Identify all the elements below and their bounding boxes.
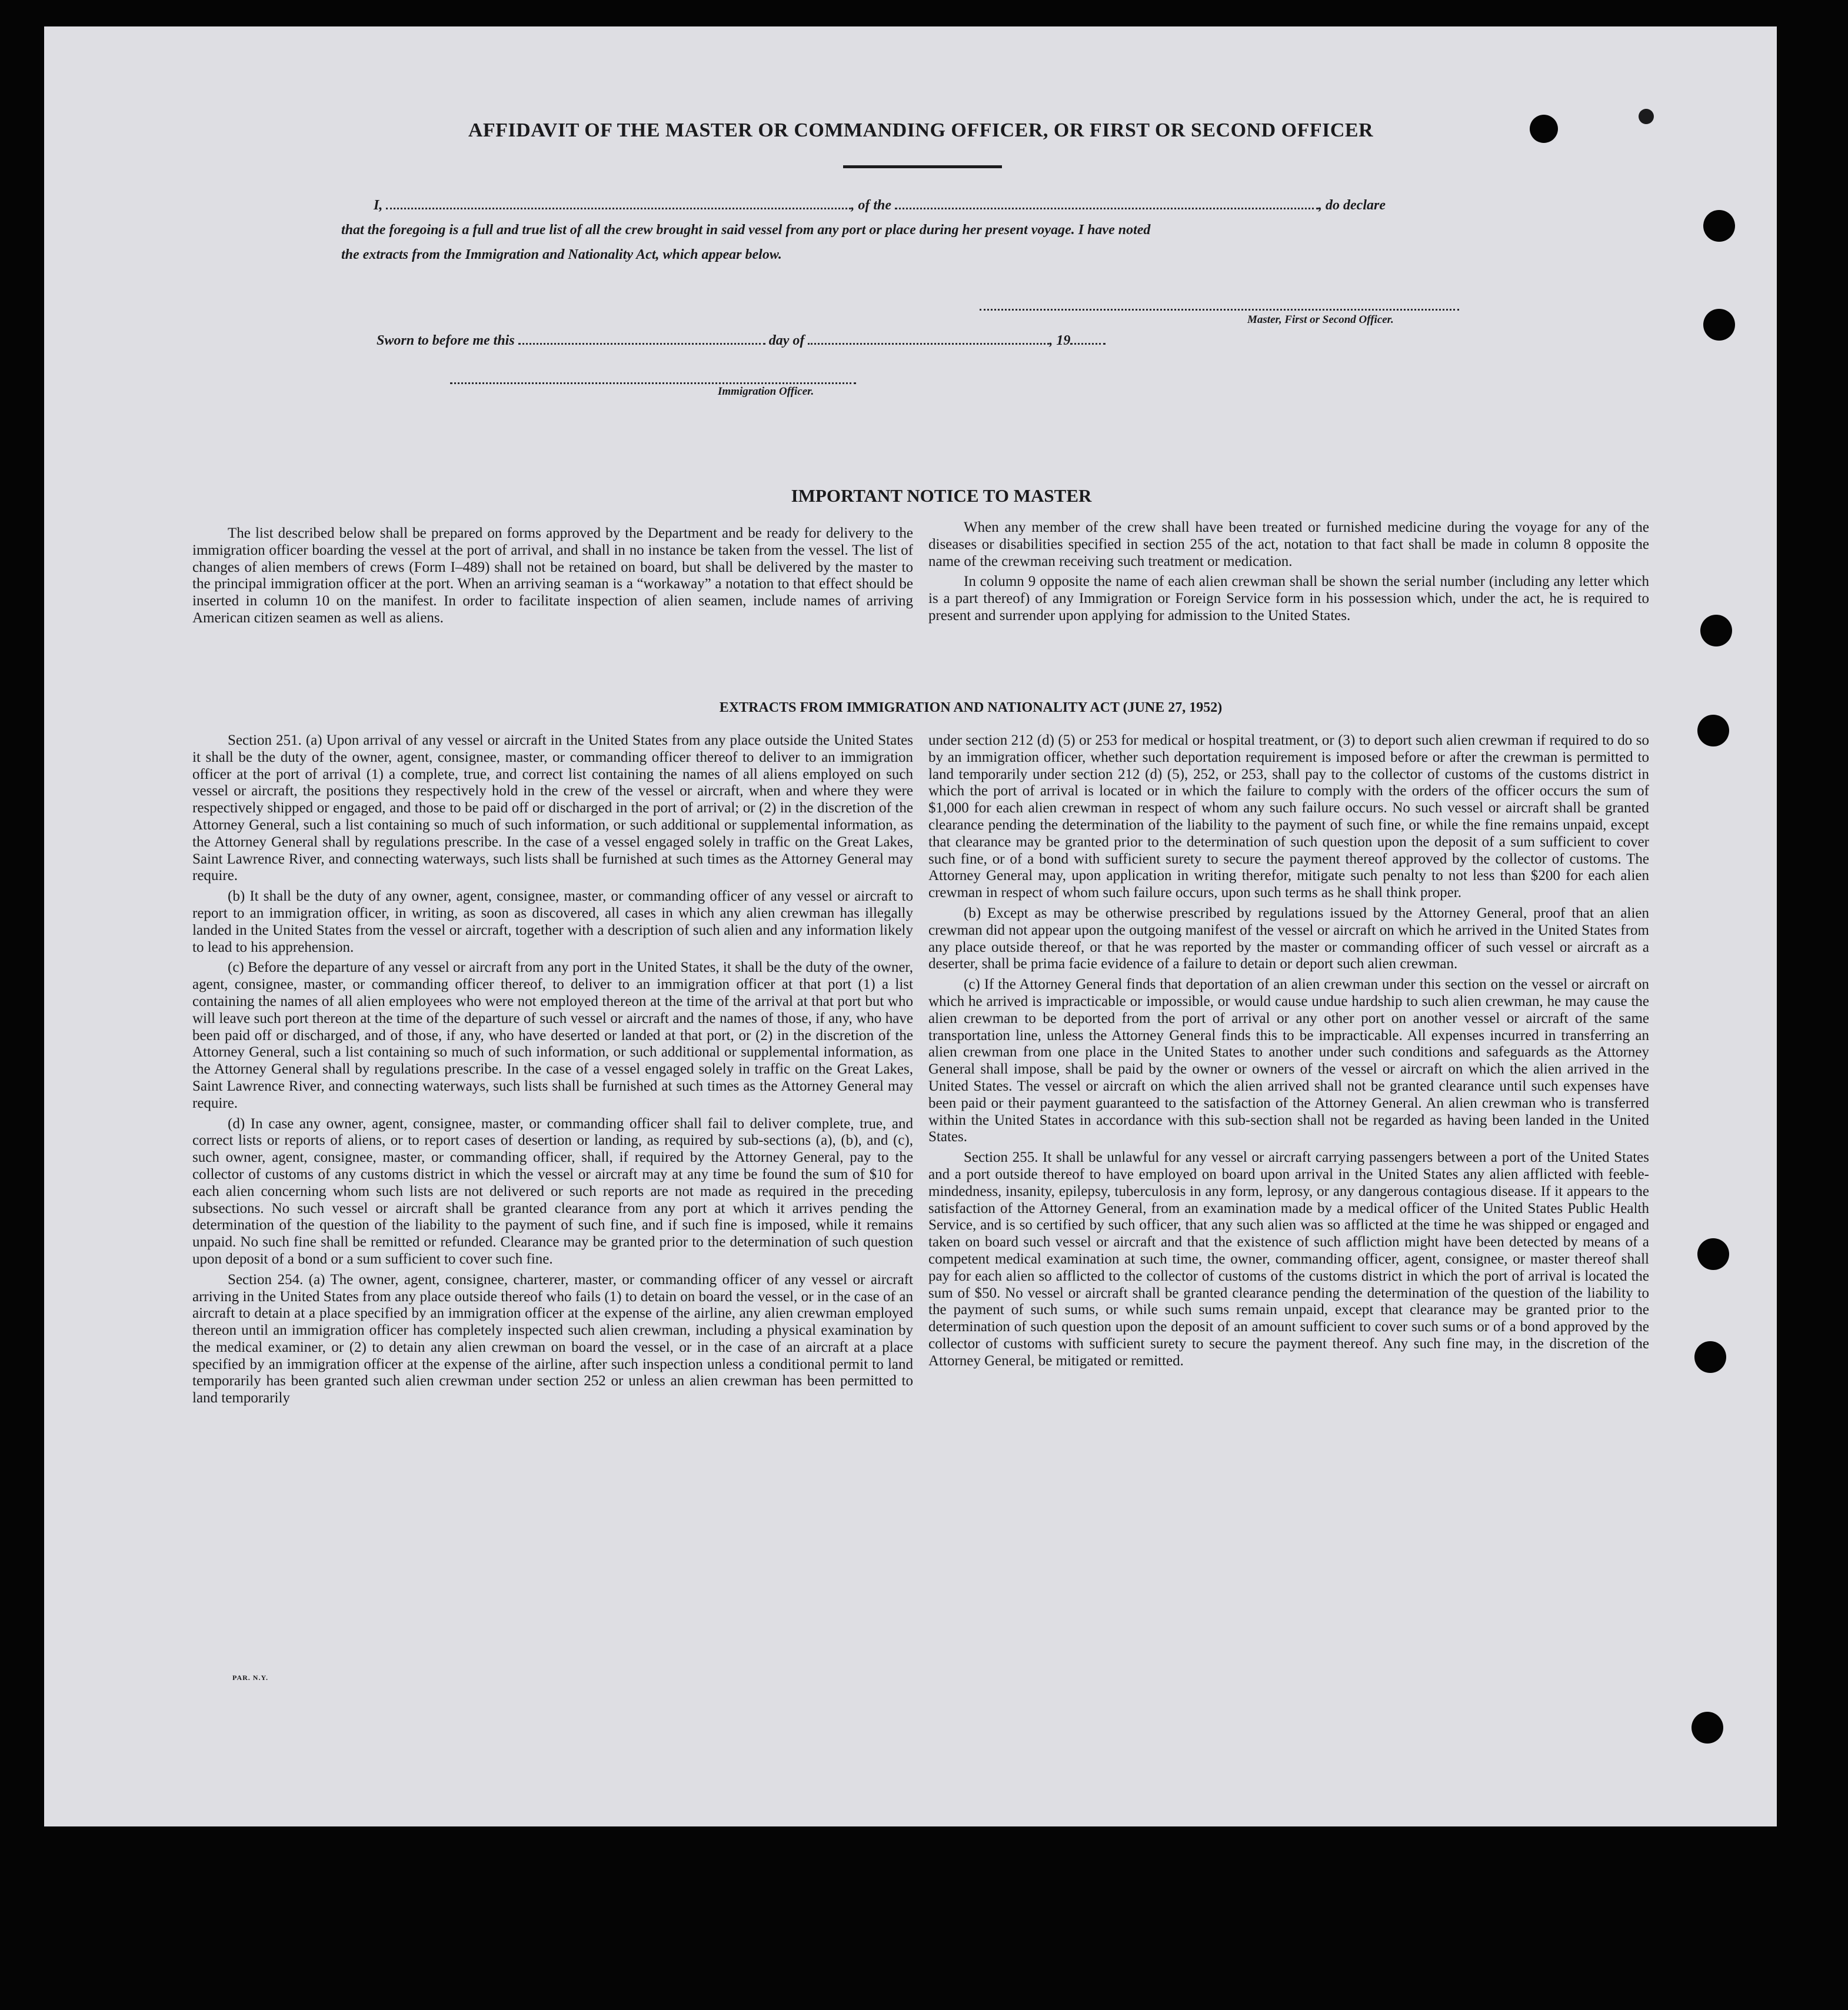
- extracts-heading: EXTRACTS FROM IMMIGRATION AND NATIONALITY ACT (JUNE 27, 1952): [719, 700, 1223, 715]
- section-paragraph: (b) Except as may be otherwise prescribed by regulations issued by the Attorney General, proof that an alien crewman did not appear upon the outgoing manifest of the vessel or aircraft on which he arrived in the United States from any place outside thereof, or that he was reported by the master or commanding officer of such vessel or aircraft as a deserter, shall be prima facie evidence of a failure to detain or deport such alien crewman.: [928, 905, 1649, 972]
- binder-hole: [1530, 115, 1558, 143]
- affidavit-title: AFFIDAVIT OF THE MASTER OR COMMANDING OFFICER, OR FIRST OR SECOND OFFICER: [468, 119, 1374, 141]
- year-label: , 19: [1049, 333, 1071, 348]
- binder-hole: [1700, 615, 1732, 646]
- vessel-name-field[interactable]: [895, 197, 1318, 209]
- declaration-statement-2: the extracts from the Immigration and Nationality Act, which appear below.: [341, 247, 782, 262]
- section-paragraph: (b) It shall be the duty of any owner, agent, consignee, master, or commanding officer of any vessel or aircraft to report to an immigration officer, in writing, as soon as discovered, all cases in which any alien crewman has illegally landed in the United States from the vessel or aircraft, together with a description of such alien and any information likely to lead to his apprehension.: [192, 888, 913, 955]
- ink-speck: [1639, 109, 1654, 124]
- notice-paragraph: In column 9 opposite the name of each alien crewman shall be shown the serial number (including any letter which is a part thereof) of any Immigration or Foreign Service form in his possession which, under the act, he is required to present and surrender upon applying for admission to the United States.: [928, 574, 1649, 624]
- master-signature-caption: Master, First or Second Officer.: [1247, 314, 1394, 326]
- master-signature-line[interactable]: [980, 309, 1459, 311]
- notice-paragraph: The list described below shall be prepared on forms approved by the Department and be ready for delivery to the immigration officer boarding the vessel at the port of arrival, and shall in no instance be taken from the vessel. The list of changes of alien members of crews (Form I–489) shall not be retained on board, but shall be delivered by the master to the principal immigration officer at the port. When an arriving seaman is a “workaway” a notation to that effect should be inserted in column 10 on the manifest. In order to facilitate inspection of alien seamen, include names of arriving American citizen seamen as well as aliens.: [192, 525, 913, 626]
- extracts-left-column: [192, 732, 913, 1411]
- notice-paragraph: When any member of the crew shall have been treated or furnished medicine during the voyage for any of the diseases or disabilities specified in section 255 of the act, notation to that fact shall be made in column 8 opposite the name of the crewman receiving such treatment or medication.: [928, 519, 1649, 569]
- notice-left-column: [192, 525, 913, 631]
- sworn-day-field[interactable]: [518, 332, 765, 345]
- section-paragraph: under section 212 (d) (5) or 253 for medical or hospital treatment, or (3) to deport such alien crewman if required to do so by an immigration officer, whether such deportation requirement is imposed before or after the crewman is permitted to land temporarily under section 212 (d) (5), 252, or 253, shall pay to the collector of customs of the customs district in which the port of arrival is located or in which the failure to comply with the orders of the officer occurs the sum of $1,000 for each alien crewman in respect of whom any such failure occurs. No such vessel or aircraft shall be granted clearance pending the determination of the liability to the payment of such fine, or while the fine remains unpaid, except that clearance may be granted prior to the determination of such question upon the deposit of a sum sufficient to cover such fine, or of a bond with sufficient surety to secure the payment thereof approved by the collector of customs. The Attorney General may, upon application in writing therefor, mitigate such penalty to not less than $200 for each alien crewman in respect of whom such failure occurs, upon such terms as he shall think proper.: [928, 732, 1649, 901]
- sworn-label: Sworn to before me this: [377, 333, 515, 348]
- form-page: [44, 26, 1777, 1826]
- section-paragraph: (c) If the Attorney General finds that deportation of an alien crewman under this section on the vessel or aircraft on which he arrived is impracticable or impossible, or would cause undue hardship to such alien crewman, he may cause the alien crewman to be deported from the port of arrival or any other port on another vessel or aircraft of the same transportation line, unless the Attorney General finds this to be impracticable. All expenses incurred in transferring an alien crewman from one place in the United States to another under such conditions and safeguards as the Attorney General shall impose, shall be paid by the owner or owners of the vessel or aircraft on which the alien arrived in the United States. The vessel or aircraft on which the alien arrived shall not be granted clearance until such expenses have been paid or their payment guaranteed to the satisfaction of the Attorney General. An alien crewman who is transferred within the United States in accordance with this sub-section shall not be regarded as having been landed in the United States.: [928, 976, 1649, 1145]
- printer-mark: PAR. N.Y.: [232, 1674, 269, 1682]
- of-the-label: , of the: [851, 198, 892, 213]
- binder-hole: [1697, 715, 1729, 746]
- binder-hole: [1694, 1341, 1726, 1373]
- binder-hole: [1691, 1712, 1723, 1744]
- binder-hole: [1703, 309, 1735, 341]
- declaration-line: [374, 197, 1386, 214]
- i-label: I,: [374, 198, 383, 213]
- immigration-officer-caption: Immigration Officer.: [718, 385, 814, 398]
- section-paragraph: (d) In case any owner, agent, consignee, master, or commanding officer shall fail to deliver complete, true, and correct lists or reports of aliens, or to report cases of desertion or landing, as required by sub-sections (a), (b), and (c), such owner, agent, consignee, master, or commanding officer, shall, if required by the Attorney General, pay to the collector of customs of any customs district in which the vessel or aircraft may at any time be found the sum of $10 for each alien concerning whom such lists are not delivered or such reports are not made as required in the preceding subsections. No such vessel or aircraft shall be granted clearance from any port at which it arrives pending the determination of the question of the liability to the payment of such fine, and if such fine is imposed, while it remains unpaid. No such fine shall be remitted or refunded. Clearance may be granted prior to the determination of such question upon deposit of a bond or a sum sufficient to cover such fine.: [192, 1115, 913, 1267]
- declaration-statement-1: that the foregoing is a full and true list of all the crew brought in said vessel from any port or place during her present voyage. I have noted: [341, 222, 1151, 238]
- notice-heading: IMPORTANT NOTICE TO MASTER: [791, 485, 1092, 506]
- sworn-line: [377, 332, 1106, 349]
- immigration-officer-signature-line[interactable]: [450, 382, 856, 384]
- title-underline: [843, 165, 1002, 168]
- sworn-year-field[interactable]: [1070, 332, 1106, 345]
- sworn-month-field[interactable]: [808, 332, 1049, 345]
- section-paragraph: (c) Before the departure of any vessel or aircraft from any port in the United States, it shall be the duty of the owner, agent, consignee, master, or commanding officer thereof, to deliver to an immigration officer at that port (1) a list containing the names of all alien employees who were not employed thereon at the time of the arrival at that port but who will leave such port thereon at the time of the departure of such vessel or aircraft and the names of those, if any, who have been paid off or discharged, and of those, if any, who have deserted or landed at that port, or (2) in the discretion of the Attorney General, such a list containing so much of such information, or such additional or supplemental information, as the Attorney General shall by regulations prescribe. In the case of a vessel engaged solely in traffic on the Great Lakes, Saint Lawrence River, and connecting waterways, such lists shall be furnished at such times as the Attorney General may require.: [192, 959, 913, 1111]
- section-paragraph: Section 251. (a) Upon arrival of any vessel or aircraft in the United States from any place outside the United States it shall be the duty of the owner, agent, consignee, master, or commanding officer thereof to deliver to an immigration officer at the port of arrival (1) a complete, true, and correct list containing the names of all aliens employed on such vessel or aircraft, the positions they respectively hold in the crew of the vessel or aircraft, when and where they were respectively shipped or engaged, and those to be paid off or discharged in the port of arrival; or (2) in the discretion of the Attorney General, such a list containing so much of such information, or such additional or supplemental information, as the Attorney General shall by regulations prescribe. In the case of a vessel engaged solely in traffic on the Great Lakes, Saint Lawrence River, and connecting waterways, such lists shall be furnished at such times as the Attorney General may require.: [192, 732, 913, 884]
- binder-hole: [1703, 210, 1735, 242]
- section-paragraph: Section 255. It shall be unlawful for any vessel or aircraft carrying passengers between a port of the United States and a port outside thereof to have employed on board upon arrival in the United States any alien afflicted with feeble-mindedness, insanity, epilepsy, tuberculosis in any form, leprosy, or any dangerous contagious disease. If it appears to the satisfaction of the Attorney General, from an examination made by a medical officer of the United States Public Health Service, and is so certified by such officer, that any such alien was so afflicted at the time he was shipped or engaged and taken on board such vessel or aircraft and that the existence of such affliction might have been detected by means of a competent medical examination at such time, the owner, commanding officer, agent, consignee, or master thereof shall pay for each alien so afflicted to the collector of customs of the customs district in which the port of arrival is located the sum of $50. No vessel or aircraft shall be granted clearance pending the determination of the question of the liability to the payment of such sums, or while such sums remain unpaid, except that clearance may be granted prior to the determination of such question upon the deposit of an amount sufficient to cover such sums or of a bond approved by the collector of customs with sufficient surety to secure the payment thereof. Any such fine may, in the discretion of the Attorney General, be mitigated or remitted.: [928, 1149, 1649, 1369]
- extracts-right-column: [928, 732, 1649, 1373]
- declarant-name-field[interactable]: [386, 197, 851, 209]
- do-declare-label: , do declare: [1318, 198, 1386, 213]
- day-of-label: day of: [768, 333, 805, 348]
- section-paragraph: Section 254. (a) The owner, agent, consignee, charterer, master, or commanding officer of any vessel or aircraft arriving in the United States from any place outside thereof who fails (1) to detain on board the vessel, or in the case of an aircraft to detain at a place specified by an immigration officer at the expense of the airline, any alien crewman employed thereon until an immigration officer has completely inspected such alien crewman, including a physical examination by the medical examiner, or (2) to detain any alien crewman on board the vessel, or in the case of an aircraft at a place specified by an immigration officer at the expense of the airline, after such inspection unless a conditional permit to land temporarily has been granted such alien crewman under section 252 or unless an alien crewman has been permitted to land temporarily: [192, 1271, 913, 1406]
- notice-right-column: [928, 519, 1649, 628]
- binder-hole: [1697, 1238, 1729, 1270]
